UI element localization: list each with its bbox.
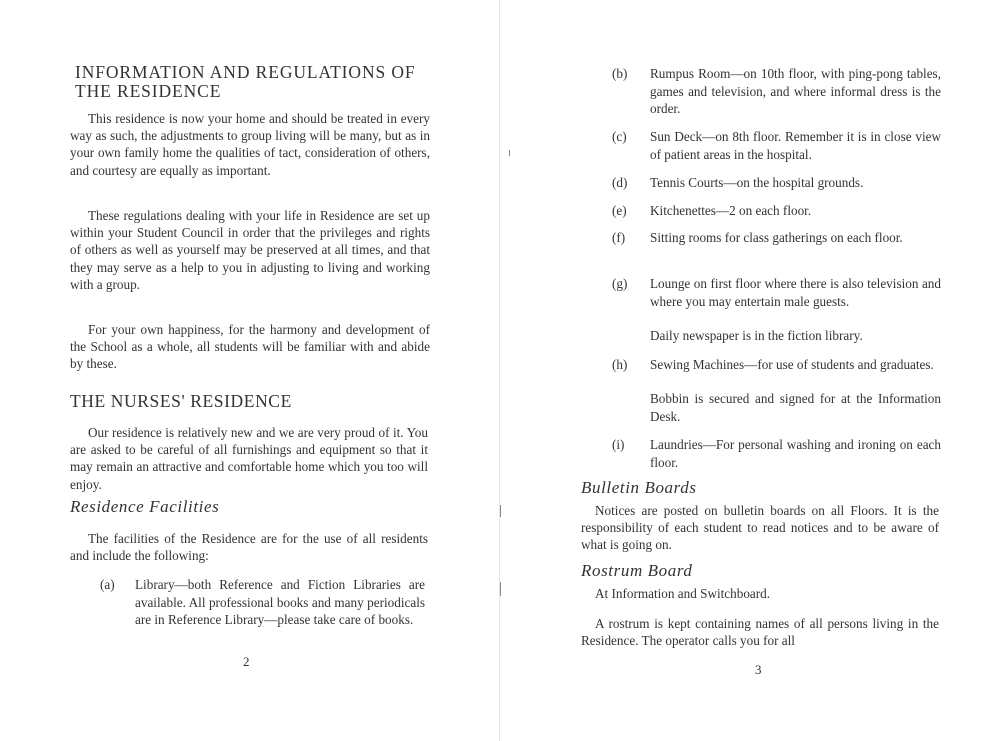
item-label: (d) [612, 175, 628, 190]
list-item [612, 356, 942, 428]
rostrum-line: At Information and Switchboard. [595, 586, 771, 601]
item-label: (f) [612, 230, 626, 245]
item-label: (b) [612, 66, 628, 81]
list-item [612, 275, 942, 347]
item-label: (i) [612, 437, 625, 452]
page-number: 2 [243, 654, 250, 669]
item-text: Sewing Machines—for use of students and graduates. [650, 357, 934, 372]
item-note: Daily newspaper is in the fiction library. [650, 328, 863, 343]
intro-paragraph-3: For your own happiness, for the harmony and development of the School as a whole, all students will be familiar with and abide by these. [70, 322, 430, 372]
list-item [612, 229, 942, 265]
intro-paragraph-2: These regulations dealing with your life in Residence are set up within your Student Council in order that the privileges and rights of others as well as yourself may be preserved at all times, and that they may serve as a help to you in adjusting to living and working with a group. [70, 208, 430, 292]
list-item [612, 65, 942, 119]
right-page [500, 0, 1000, 741]
item-label: (e) [612, 203, 627, 218]
list-item [612, 174, 942, 192]
item-label: (c) [612, 129, 627, 144]
rostrum-paragraph: A rostrum is kept containing names of all persons living in the Residence. The operator calls you for all [581, 616, 939, 649]
item-text: Tennis Courts—on the hospital grounds. [650, 175, 864, 190]
list-item [612, 436, 942, 472]
item-label: (h) [612, 357, 628, 372]
item-note: Bobbin is secured and signed for at the Information Desk. [650, 391, 941, 424]
section-paragraph: Our residence is relatively new and we are very proud of it. You are asked to be careful of all furnishings and equipment so that it may remain an attractive and comfortable home which you too will enjoy. [70, 425, 428, 492]
item-text: Kitchenettes—2 on each floor. [650, 203, 812, 218]
item-text: Laundries—For personal washing and ironing on each floor. [650, 437, 941, 470]
list-item [100, 576, 428, 648]
item-text: Sitting rooms for class gatherings on each floor. [650, 230, 903, 245]
list-item [612, 202, 942, 220]
item-text: Rumpus Room—on 10th floor, with ping-pong tables, games and television, and where informal dress is the order. [650, 66, 941, 116]
facilities-title: Residence Facilities [70, 497, 220, 516]
bulletin-title: Bulletin Boards [581, 478, 697, 497]
item-text: Library—both Reference and Fiction Libraries are available. All professional books and many periodicals are in Reference Library—please take care of books. [135, 577, 425, 627]
item-label: (g) [612, 276, 628, 291]
rostrum-title: Rostrum Board [581, 561, 693, 580]
page-number: 3 [755, 662, 762, 677]
item-label: (a) [100, 577, 115, 592]
item-text: Lounge on first floor where there is also television and where you may entertain male guests. [650, 276, 941, 309]
facilities-intro: The facilities of the Residence are for the use of all residents and include the following: [70, 531, 428, 564]
page-title: INFORMATION AND REGULATIONS OF THE RESIDENCE [75, 62, 416, 101]
item-text: Sun Deck—on 8th floor. Remember it is in close view of patient areas in the hospital. [650, 129, 941, 162]
section-title: THE NURSES' RESIDENCE [70, 391, 292, 411]
list-item [612, 128, 942, 164]
bulletin-paragraph: Notices are posted on bulletin boards on all Floors. It is the responsibility of each student to read notices and to be aware of what is going on. [581, 503, 939, 553]
intro-paragraph-1: This residence is now your home and should be treated in every way as such, the adjustments to group living will be many, but as in your own family home the qualities of tact, consideration of others, and courtesy are equally as important. [70, 111, 430, 178]
